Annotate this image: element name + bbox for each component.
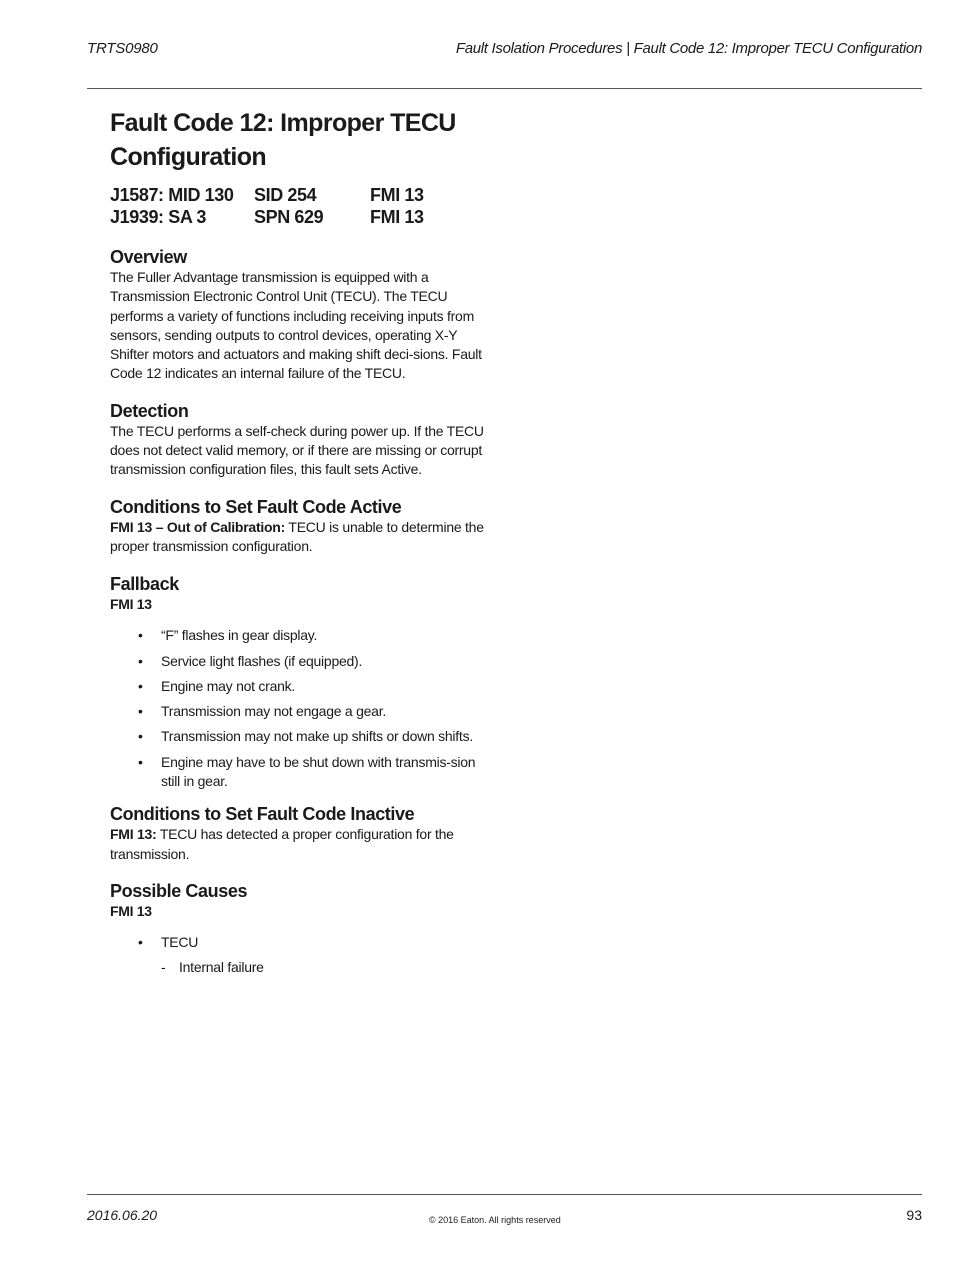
bullet-icon: •	[138, 652, 143, 669]
bullet-icon: •	[138, 753, 143, 770]
active-conditions-text	[110, 518, 490, 557]
list-item: • Service light flashes (if equipped).	[110, 652, 490, 671]
overview-text: The Fuller Advantage transmission is equipped with a Transmission Electronic Control Unit (TECU). The TECU performs a variety of functions including receiving inputs from sensors, sending outputs to control devices, operating X-Y Shifter motors and actuators and making shift deci-sions. Fault Code 12 indicates an internal failure of the TECU.	[110, 269, 482, 382]
inactive-conditions-text	[110, 825, 490, 864]
fault-codes-table	[110, 184, 490, 228]
page-number: 93	[906, 1207, 922, 1223]
inactive-conditions-heading: Conditions to Set Fault Code Inactive	[110, 804, 415, 825]
protocol: J1939: SA 3	[110, 207, 206, 227]
active-conditions-label: FMI 13 – Out of Calibration:	[110, 518, 286, 535]
fmi: FMI 13	[370, 185, 424, 205]
sid: SID 254	[254, 185, 317, 205]
active-conditions-section	[110, 496, 490, 557]
protocol: J1587: MID 130	[110, 185, 234, 205]
detection-section	[110, 400, 490, 480]
inactive-conditions-body: TECU has detected a proper configuration for the transmission.	[110, 826, 454, 862]
page-header	[87, 36, 922, 89]
active-conditions-body: TECU is unable to determine the proper transmission configuration.	[110, 518, 484, 554]
bullet-icon: •	[138, 703, 143, 720]
inactive-conditions-section	[110, 803, 490, 864]
bullet-icon: •	[138, 677, 143, 694]
section-title: Fault Isolation Procedures | Fault Code 12: Improper TECU Configuration	[455, 40, 922, 57]
list-item: • Transmission may not make up shifts or down shifts.	[110, 727, 490, 746]
inactive-conditions-label: FMI 13:	[110, 826, 157, 843]
causes-list	[110, 933, 490, 952]
detection-text: The TECU performs a self-check during power up. If the TECU does not detect valid memory, or if there are missing or corrupt transmission configuration files, this fault sets Active.	[110, 422, 484, 478]
document-id: TRTS0980	[87, 40, 158, 57]
bullet-icon: •	[138, 627, 143, 644]
detection-heading: Detection	[110, 400, 189, 421]
overview-section	[110, 246, 490, 384]
possible-causes-section	[110, 880, 490, 978]
fmi: FMI 13	[370, 207, 424, 227]
fallback-list	[110, 626, 490, 791]
overview-heading: Overview	[110, 247, 187, 267]
possible-causes-fmi: FMI 13	[110, 902, 152, 919]
list-item: • Engine may not crank.	[110, 677, 490, 696]
spn: SPN 629	[254, 207, 324, 227]
bullet-icon: •	[138, 933, 143, 950]
copyright: © 2016 Eaton. All rights reserved	[429, 1215, 561, 1225]
sub-list-item: - Internal failure	[110, 958, 490, 977]
list-item: • TECU	[110, 933, 490, 952]
main-content	[110, 106, 490, 978]
revision-date: 2016.06.20	[87, 1207, 158, 1223]
active-conditions-heading: Conditions to Set Fault Code Active	[110, 496, 402, 517]
fallback-fmi: FMI 13	[110, 596, 152, 613]
page-title: Fault Code 12: Improper TECU Configuration	[110, 109, 456, 171]
list-item: • Engine may have to be shut down with transmis-sion still in gear.	[138, 753, 476, 790]
fallback-heading: Fallback	[110, 574, 179, 595]
code-row-j1587	[110, 184, 490, 206]
page-footer	[87, 1194, 922, 1235]
dash-icon: -	[161, 959, 166, 976]
code-row-j1939	[110, 206, 490, 228]
possible-causes-heading: Possible Causes	[110, 880, 248, 901]
list-item: • Transmission may not engage a gear.	[110, 702, 490, 721]
bullet-icon: •	[138, 728, 143, 745]
fallback-section	[110, 573, 490, 791]
list-item: • “F” flashes in gear display.	[110, 626, 490, 645]
